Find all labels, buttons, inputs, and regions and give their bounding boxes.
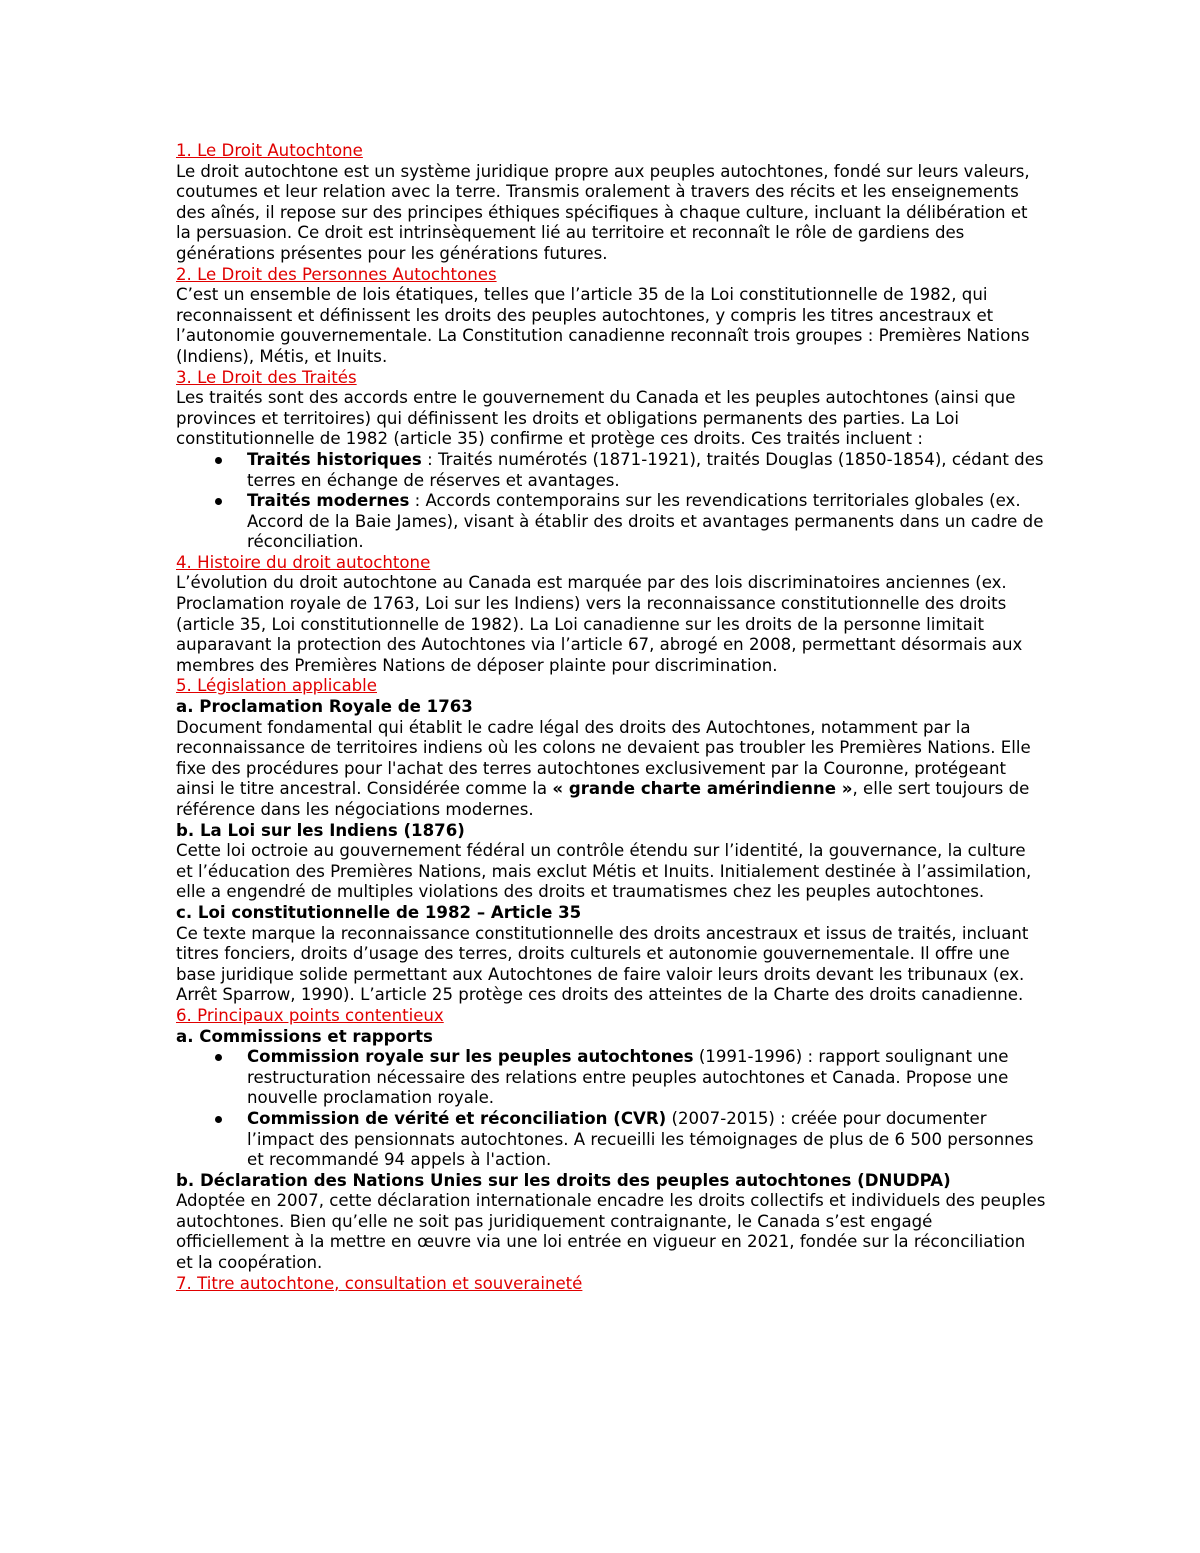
subsection-5b-heading: b. La Loi sur les Indiens (1876) (176, 820, 465, 840)
list-item-text: (2007-2015) : créée pour documenter l’impact des pensionnats autochtones. A recueilli les témoignages de plus de 6 500 personnes et recommandé 94 appels à l'action. (247, 1108, 1034, 1170)
subsection-5a-text: Document fondamental qui établit le cadre légal des droits des Autochtones, notamment par la reconnaissance de territoires indiens où les colons ne devaient pas troubler les Premières Nations. Elle fixe des procédures pour l'achat des terres autochtones exclusivement par la Couronne, protégeant ainsi le titre ancestral. Considérée comme la « grande charte amérindienne », elle sert toujours de référence dans les négociations modernes. (176, 717, 1031, 819)
subsection-6b-heading: b. Déclaration des Nations Unies sur les droits des peuples autochtones (DNUDPA) (176, 1170, 951, 1190)
section-2-heading: 2. Le Droit des Personnes Autochtones (176, 264, 497, 284)
document-page (176, 141, 1046, 1294)
section-1-text: Le droit autochtone est un système juridique propre aux peuples autochtones, fondé sur leurs valeurs, coutumes et leur relation avec la terre. Transmis oralement à travers des récits et les enseignements des aînés, il repose sur des principes éthiques spécifiques à chaque culture, incluant la délibération et la persuasion. Ce droit est intrinsèquement lié au territoire et reconnaît le rôle de gardiens des générations présentes pour les générations futures. (176, 161, 1030, 263)
list-item (247, 450, 1046, 491)
section-1-heading: 1. Le Droit Autochtone (176, 141, 363, 160)
subsection-6b-text: Adoptée en 2007, cette déclaration internationale encadre les droits collectifs et individuels des peuples autochtones. Bien qu’elle ne soit pas juridiquement contraignante, le Canada s’est engagé officiellement à la mettre en œuvre via une loi entrée en vigueur en 2021, fondée sur la réconciliation et la coopération. (176, 1191, 1046, 1273)
section-4-heading: 4. Histoire du droit autochtone (176, 552, 431, 572)
subsection-5c-heading: c. Loi constitutionnelle de 1982 – Article 35 (176, 902, 582, 922)
section-3-text: Les traités sont des accords entre le gouvernement du Canada et les peuples autochtones (ainsi que provinces et territoires) qui définissent les droits et obligations permanents des parties. La Loi constitutionnelle de 1982 (article 35) confirme et protège ces droits. Ces traités incluent : (176, 388, 1016, 449)
subsection-5a-heading: a. Proclamation Royale de 1763 (176, 697, 473, 717)
list-item-text: (1991-1996) : rapport soulignant une restructuration nécessaire des relations entre peuples autochtones et Canada. Propose une nouvelle proclamation royale. (247, 1047, 1009, 1108)
list-item (247, 1047, 1046, 1109)
section-5-heading: 5. Législation applicable (176, 676, 377, 696)
section-7-heading: 7. Titre autochtone, consultation et souveraineté (176, 1273, 583, 1293)
subsection-5b-text: Cette loi octroie au gouvernement fédéral un contrôle étendu sur l’identité, la gouvernance, la culture et l’éducation des Premières Nations, mais exclut Métis et Inuits. Initialement destinée à l’assimilation, elle a engendré de multiples violations des droits et traumatismes chez les peuples autochtones. (176, 841, 1032, 902)
list-item (247, 491, 1046, 553)
subsection-5c-text: Ce texte marque la reconnaissance constitutionnelle des droits ancestraux et issus de traités, incluant titres fonciers, droits d’usage des terres, droits culturels et autonomie gouvernementale. Il offre une base juridique solide permettant aux Autochtones de faire valoir leurs droits devant les tribunaux (ex. Arrêt Sparrow, 1990). L’article 25 protège ces droits des atteintes de la Charte des droits canadienne. (176, 923, 1029, 1005)
list-item-text: : Accords contemporains sur les revendications territoriales globales (ex. Accord de la Baie James), visant à établir des droits et avantages permanents dans un cadre de réconciliation. (247, 491, 1044, 552)
section-3-heading: 3. Le Droit des Traités (176, 367, 357, 387)
section-2-text: C’est un ensemble de lois étatiques, telles que l’article 35 de la Loi constitutionnelle de 1982, qui reconnaissent et définissent les droits des peuples autochtones, y compris les titres ancestraux et l’autonomie gouvernementale. La Constitution canadienne reconnaît trois groupes : Premières Nations (Indiens), Métis, et Inuits. (176, 285, 1030, 366)
list-item-text: : Traités numérotés (1871-1921), traités Douglas (1850-1854), cédant des terres en échange de réserves et avantages. (247, 449, 1044, 490)
list-item-bold: Traités historiques (247, 449, 422, 469)
treaty-list (176, 450, 1046, 553)
section-6-heading: 6. Principaux points contentieux (176, 1005, 444, 1025)
section-4-text: L’évolution du droit autochtone au Canada est marquée par des lois discriminatoires anciennes (ex. Proclamation royale de 1763, Loi sur les Indiens) vers la reconnaissance constitutionnelle des droits (article 35, Loi constitutionnelle de 1982). La Loi canadienne sur les droits de la personne limitait auparavant la protection des Autochtones via l’article 67, abrogé en 2008, permettant désormais aux membres des Premières Nations de déposer plainte pour discrimination. (176, 573, 1023, 675)
list-item (247, 1109, 1046, 1171)
list-item-bold: Traités modernes (247, 491, 410, 511)
subsection-6a-heading: a. Commissions et rapports (176, 1026, 433, 1046)
list-item-bold: Commission royale sur les peuples autochtones (247, 1047, 694, 1067)
commission-list (176, 1047, 1046, 1171)
list-item-bold: Commission de vérité et réconciliation (CVR) (247, 1108, 667, 1128)
